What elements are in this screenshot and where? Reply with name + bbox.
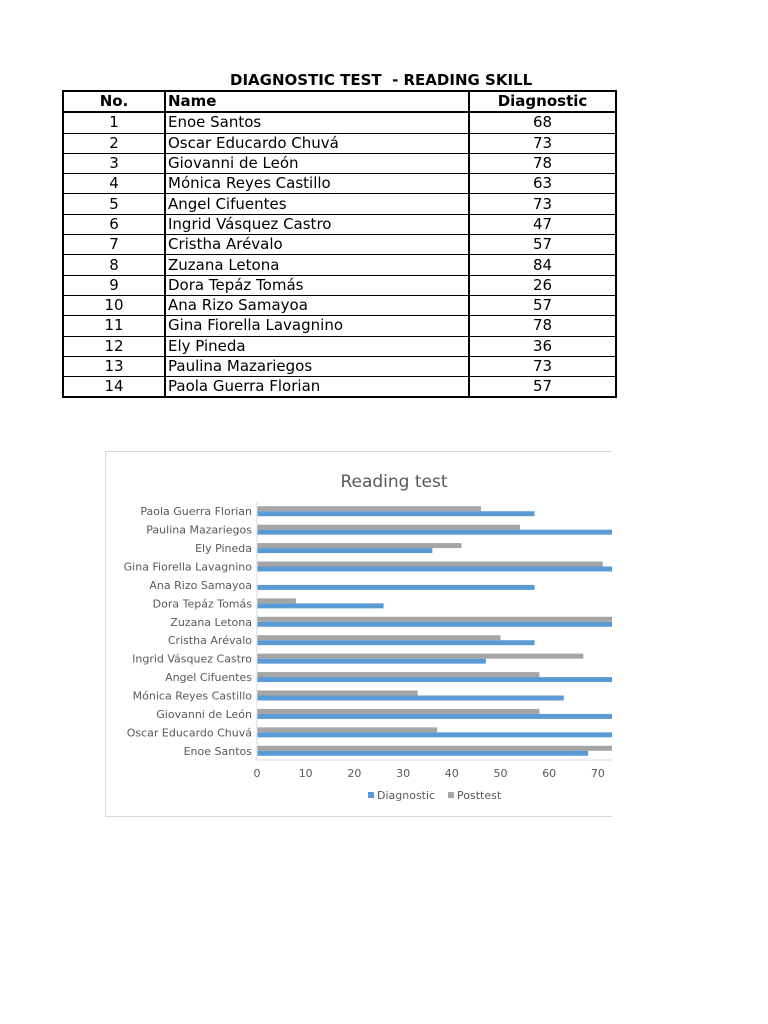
category-label: Paulina Mazariegos [146, 523, 252, 537]
posttest-bar [257, 746, 612, 751]
row-number: 7 [63, 235, 165, 255]
category-label: Mónica Reyes Castillo [132, 689, 252, 703]
row-name: Paulina Mazariegos [165, 356, 469, 376]
x-tick-label: 60 [542, 767, 557, 780]
category-label: Gina Fiorella Lavagnino [123, 560, 252, 574]
table-row [63, 255, 616, 275]
row-diagnostic: 84 [469, 255, 616, 275]
row-name: Ingrid Vásquez Castro [165, 214, 469, 234]
posttest-bar [257, 525, 520, 530]
row-name: Ana Rizo Samayoa [165, 295, 469, 315]
category-label: Enoe Santos [183, 744, 252, 758]
row-diagnostic: 57 [469, 235, 616, 255]
row-diagnostic: 78 [469, 153, 616, 173]
posttest-bar [257, 598, 296, 603]
legend-swatch [368, 792, 374, 798]
row-number: 13 [63, 356, 165, 376]
document-title: DIAGNOSTIC TEST - READING SKILL [230, 71, 533, 89]
row-name: Zuzana Letona [165, 255, 469, 275]
diagnostic-bar [257, 732, 612, 737]
posttest-bar [257, 635, 501, 640]
diagnostic-bar [257, 751, 588, 756]
posttest-bar [257, 727, 437, 732]
table-row [63, 174, 616, 194]
x-tick-label: 40 [444, 767, 459, 780]
diagnostic-bar [257, 696, 564, 701]
x-tick-label: 70 [590, 767, 605, 780]
legend-swatch [448, 792, 454, 798]
table-header-row [63, 91, 616, 112]
row-number: 4 [63, 174, 165, 194]
diagnostic-bar [257, 622, 612, 627]
table-row [63, 295, 616, 315]
row-diagnostic: 78 [469, 316, 616, 336]
table-row [63, 153, 616, 173]
chart-title: Reading test [340, 472, 448, 492]
diagnostic-bar [257, 677, 612, 682]
category-label: Cristha Arévalo [167, 634, 252, 648]
table-row [63, 356, 616, 376]
category-label: Ely Pineda [195, 542, 252, 556]
diagnostic-bar [257, 548, 432, 553]
row-name: Mónica Reyes Castillo [165, 174, 469, 194]
diagnostic-bar [257, 530, 612, 535]
row-number: 6 [63, 214, 165, 234]
category-label: Dora Tepáz Tomás [152, 597, 252, 611]
category-label: Ana Rizo Samayoa [149, 578, 252, 592]
row-number: 8 [63, 255, 165, 275]
row-diagnostic: 57 [469, 377, 616, 398]
header-diagnostic: Diagnostic [469, 91, 616, 112]
posttest-bar [257, 709, 539, 714]
header-name: Name [165, 91, 469, 112]
row-diagnostic: 73 [469, 133, 616, 153]
posttest-bar [257, 672, 539, 677]
table-row [63, 133, 616, 153]
x-tick-label: 30 [396, 767, 411, 780]
legend-label: Diagnostic [377, 789, 436, 802]
header-no: No. [63, 91, 165, 112]
row-name: Ely Pineda [165, 336, 469, 356]
posttest-bar [257, 562, 603, 567]
row-diagnostic: 68 [469, 112, 616, 133]
posttest-bar [257, 691, 418, 696]
table-row [63, 112, 616, 133]
row-number: 11 [63, 316, 165, 336]
row-name: Oscar Educardo Chuvá [165, 133, 469, 153]
posttest-bar [257, 654, 583, 659]
row-diagnostic: 47 [469, 214, 616, 234]
row-number: 5 [63, 194, 165, 214]
table-row [63, 235, 616, 255]
table-row [63, 275, 616, 295]
category-label: Angel Cifuentes [165, 671, 252, 685]
x-tick-label: 10 [298, 767, 313, 780]
row-name: Giovanni de León [165, 153, 469, 173]
row-number: 2 [63, 133, 165, 153]
row-name: Enoe Santos [165, 112, 469, 133]
row-diagnostic: 73 [469, 194, 616, 214]
row-name: Dora Tepáz Tomás [165, 275, 469, 295]
row-name: Gina Fiorella Lavagnino [165, 316, 469, 336]
row-diagnostic: 57 [469, 295, 616, 315]
row-number: 1 [63, 112, 165, 133]
chart-canvas [106, 452, 612, 816]
category-label: Paola Guerra Florian [140, 505, 252, 519]
table-row [63, 377, 616, 398]
row-diagnostic: 63 [469, 174, 616, 194]
table-row [63, 214, 616, 234]
diagnostic-bar [257, 567, 612, 572]
diagnostic-bar [257, 659, 486, 664]
category-label: Oscar Educardo Chuvá [126, 726, 252, 740]
x-tick-label: 20 [347, 767, 362, 780]
row-number: 12 [63, 336, 165, 356]
table-row [63, 316, 616, 336]
score-table [62, 90, 617, 398]
row-number: 10 [63, 295, 165, 315]
diagnostic-bar [257, 585, 535, 590]
row-number: 14 [63, 377, 165, 398]
posttest-bar [257, 506, 481, 511]
reading-test-chart [105, 451, 612, 817]
legend-label: Posttest [457, 789, 502, 802]
diagnostic-bar [257, 511, 535, 516]
x-tick-label: 50 [493, 767, 508, 780]
category-label: Ingrid Vásquez Castro [132, 652, 252, 666]
category-label: Giovanni de León [156, 707, 252, 721]
row-name: Angel Cifuentes [165, 194, 469, 214]
row-diagnostic: 73 [469, 356, 616, 376]
diagnostic-bar [257, 714, 612, 719]
row-diagnostic: 36 [469, 336, 616, 356]
table-row [63, 336, 616, 356]
row-number: 3 [63, 153, 165, 173]
table-row [63, 194, 616, 214]
row-name: Paola Guerra Florian [165, 377, 469, 398]
row-number: 9 [63, 275, 165, 295]
diagnostic-bar [257, 603, 384, 608]
row-name: Cristha Arévalo [165, 235, 469, 255]
diagnostic-bar [257, 640, 535, 645]
posttest-bar [257, 617, 612, 622]
posttest-bar [257, 543, 462, 548]
category-label: Zuzana Letona [170, 615, 252, 629]
x-tick-label: 0 [253, 767, 261, 780]
row-diagnostic: 26 [469, 275, 616, 295]
